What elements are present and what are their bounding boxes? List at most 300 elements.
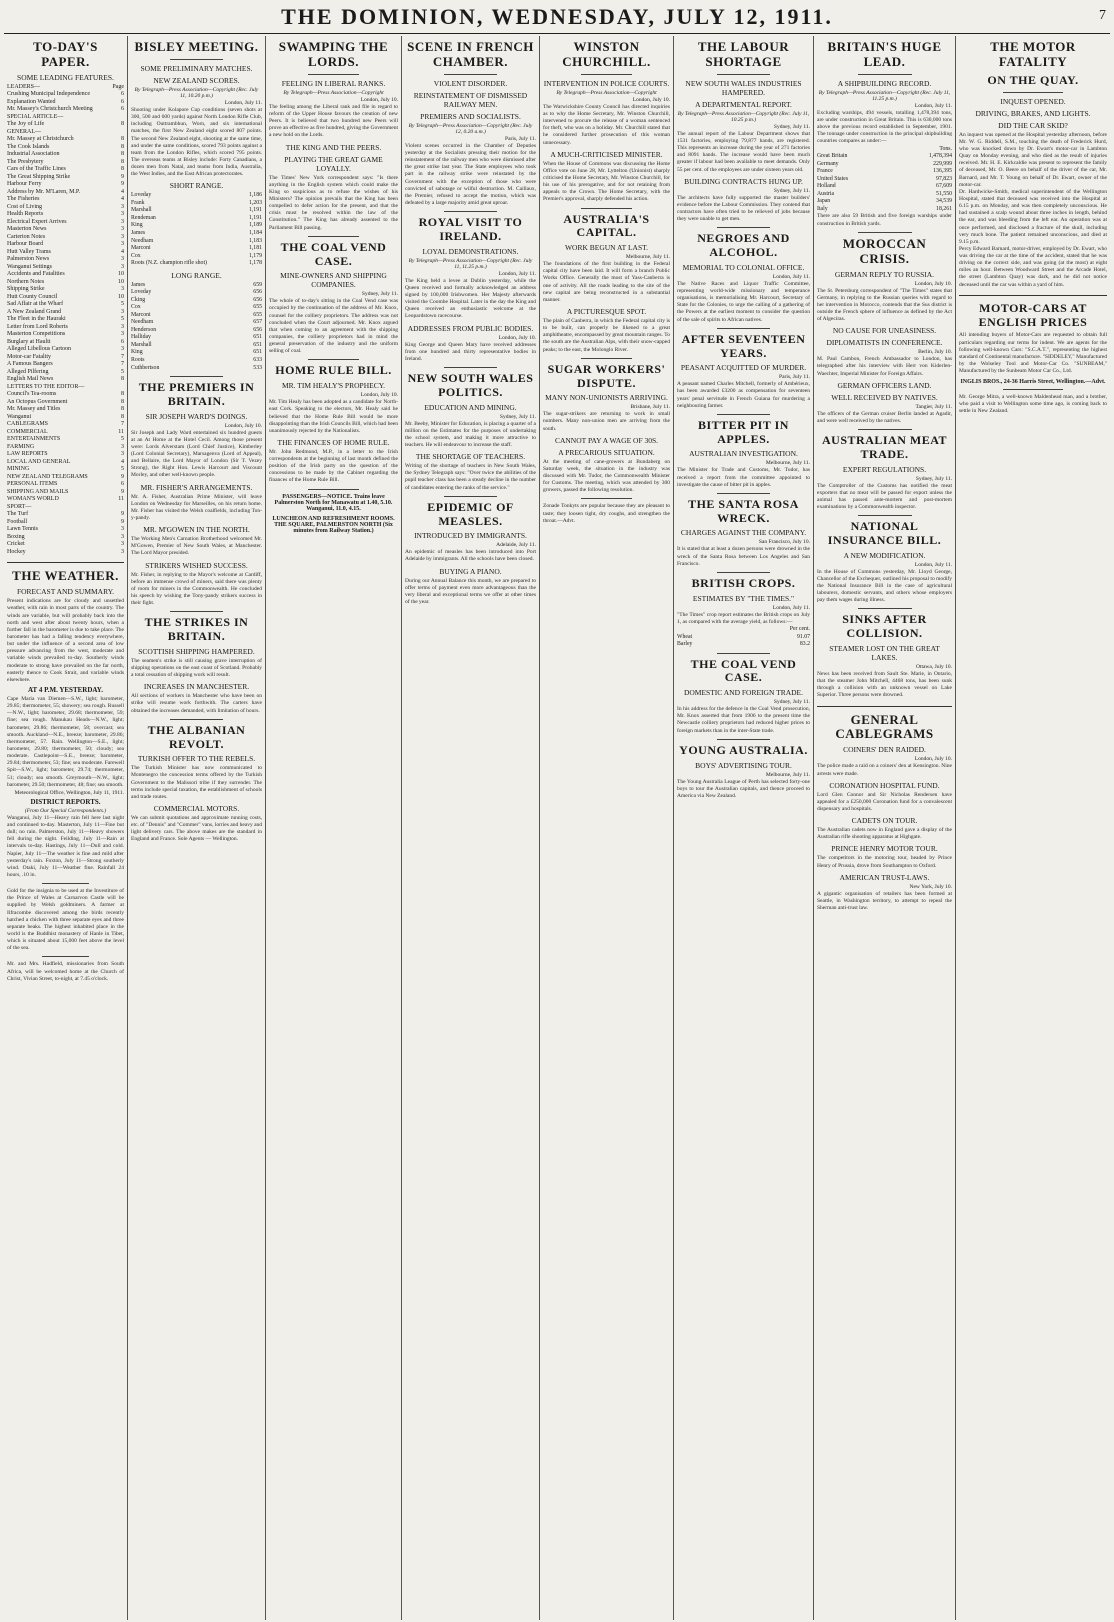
feature-row-value: 7 <box>121 361 124 368</box>
teachers-body: Writing of the shortage of teachers in New South Wales, the Sydney Telegraph says: "Over twice the abilities of the pupil teacher class has been a steady decline in the number of candidates entering the ranks of the service." <box>405 463 536 491</box>
mitra-note: Mr. George Mitra, a well-known Maldenhead man, and a brother, who paid a visit to Wellington some time ago, is coming back to settle in New Zealand. <box>959 394 1107 415</box>
churchill-heading: WINSTON CHURCHILL. <box>562 39 651 69</box>
bisley-place: London, July 11. <box>224 99 262 106</box>
uneasiness-title: NO CAUSE FOR UNEASINESS. <box>832 326 937 336</box>
motor-fatality-heading-2: ON THE QUAY. <box>987 72 1079 87</box>
divider <box>42 883 89 884</box>
inglis-advert: INGLIS BROS., 24-36 Harris Street, Wellington.—Advt. <box>960 379 1106 386</box>
collision-place: Ottawa, July 10. <box>915 663 952 670</box>
wage-body: At the meeting of cane-growers at Bundaberg on Saturday week, the situation in the industry was discussed with Mr. Tudor, the Commonwealth Minister for Customs. The meeting, which was attended by 300 growers, passed the following resolution. <box>543 458 670 494</box>
divider <box>717 493 770 494</box>
meat-sub: EXPERT REGULATIONS. <box>842 464 927 474</box>
feature-row-value: 3 <box>121 541 124 548</box>
premiers-place: London, July 10. <box>224 422 262 429</box>
feature-row-label: Electrical Expert Arrives <box>7 218 67 225</box>
feature-row-value: 5 <box>121 316 124 323</box>
albanian-body: The Turkish Minister has now communicated to Montenegro the concession terms offered by the Turkish Government to the Malissori tribe if they surrender. The terms include special taxation, the establishment of schools and trade routes. <box>131 765 262 800</box>
measles-heading: EPIDEMIC OF MEASLES. <box>427 499 514 528</box>
long-range-row-value: 533 <box>253 364 262 371</box>
page-number: 7 <box>1099 8 1106 23</box>
divider <box>858 515 912 516</box>
feature-row-label: Shipping Strike <box>7 286 45 293</box>
district-sub: (From Our Special Correspondents.) <box>24 807 107 814</box>
insurance-body: In the House of Commons yesterday, Mr. Lloyd George, Chancellor of the Exchequer, outlined his proposal to modify the National Insurance Bill in the case of agricultural labourers, domestic servants, and others whose employers pay them wages during illness. <box>817 568 952 604</box>
feature-row-label: Letter from Lord Roberts <box>7 323 68 330</box>
insurance-sub: A NEW MODIFICATION. <box>843 550 926 560</box>
feature-row-label: Masterton Competitions <box>7 331 66 338</box>
feature-row <box>7 496 124 504</box>
short-range-row <box>131 207 262 215</box>
feature-row-value: 8 <box>121 166 124 173</box>
rosa-body: It is stated that at least a dozen persons were drowned in the wreck of the Santa Rosa between Los Angeles and San Francisco. <box>677 546 810 567</box>
king-title: THE KING AND THE PEERS. <box>285 142 382 152</box>
home-rule-body: Mr. Tim Healy has been adopted as a candidate for North-east Cork. Speaking to the electors, Mr. Healy said he believed that the Home Rule Bill would be more disappointing than the Irish Councils Bill, which had been unanimously rejected by the Nationalists. <box>269 399 398 434</box>
short-range-row-value: 1,191 <box>248 214 262 221</box>
fisher-title: MR. FISHER'S ARRANGEMENTS. <box>140 482 253 492</box>
feature-row <box>7 474 124 482</box>
australia-capital-heading: AUSTRALIA'S CAPITAL. <box>563 211 650 240</box>
short-range-title: SHORT RANGE. <box>169 181 224 191</box>
feature-row-value: 3 <box>121 263 124 270</box>
ship-tonnage-row <box>817 161 952 169</box>
moroccan-heading: MOROCCAN CRISIS. <box>842 235 927 266</box>
australia-body: The foundations of the first building in the Federal capital city have been laid. It will form a branch Public Works Office. Generally the most of Yass-Canberra is one of activity. All the roads leading to the site of the new capital are being reconstructed in a substantial manner. <box>543 261 670 303</box>
short-range-row-label: Marshall <box>131 207 152 214</box>
feature-row-label: The Great Shipping Strike <box>7 173 71 180</box>
negroes-heading: NEGROES AND ALCOHOL. <box>697 231 790 260</box>
building-body: The architects have fully supported the master builders' evidence before the Labour Commission. They contend that contractors have often tried to be relieved of jobs because they were unable to get men. <box>677 194 810 223</box>
feature-row-value: 8 <box>121 391 124 398</box>
ship-tonnage-row <box>817 176 952 184</box>
feature-row <box>7 189 124 197</box>
tonkyts-advert: Zonade Tonkyts are popular because they are pleasant to taste; they loosen tight, dry coughs, and strengthen the throat.—Advt. <box>543 503 670 524</box>
churchill-place: London, July 10. <box>632 96 670 103</box>
divider <box>858 74 912 75</box>
feature-row-value: 3 <box>121 218 124 225</box>
trust-body: A gigantic organisation of retailers has been formed at Seattle, in Washington territory, to attempt to repeal the Sherman anti-trust law. <box>817 890 952 911</box>
negroes-body: The Native Races and Liquor Traffic Committee, representing world-wide missionary and temperance organisations, is memorialising Mr. Harcourt, Secretary of State for the Colonies, to urge the calling of a gathering of the Powers at the earliest moment to consider the question of the sale of spirits to African natives. <box>677 280 810 323</box>
feature-row <box>7 346 124 354</box>
ship-tonnage-row-value: 51,550 <box>936 190 952 197</box>
feature-row-value: 6 <box>121 338 124 345</box>
sugar-heading: SUGAR WORKERS' DISPUTE. <box>547 361 666 390</box>
feature-row-value: 3 <box>121 308 124 315</box>
ship-tonnage-row <box>817 168 952 176</box>
feature-row-label: The Fisheries <box>7 196 40 203</box>
feature-row-label: CABLEGRAMS <box>7 421 49 428</box>
crop-row-value: 83.2 <box>799 641 810 648</box>
ship-tonnage-row-label: Italy <box>817 205 828 212</box>
misc-body: Gold for the insignia to be used at the Investiture of the Prince of Wales at Carnarvon Castle will be supplied by Welsh goldminers. A farmer at Ilfracombe discovered among the birds recently hatched a chicken with three separate eyes and three separate beaks. The highest inhabited place in the world is the Buddhist monastery of Hanle in Tibet, which is situated about 15,000 feet above the level of the sea. <box>7 888 124 952</box>
weather-sub: FORECAST AND SUMMARY. <box>16 587 115 597</box>
met-office: Meteorological Office, Wellington, July 11, 1911. <box>14 789 124 796</box>
morocco-body: The St. Petersburg correspondent of "The Times" states that Germany, in replying to the Russian queries with regard to her intervention in Morocco, contends that the Sus district is outside the French sphere of influence as defined by the Act of Algeciras. <box>817 287 952 323</box>
minister-title: A MUCH-CRITICISED MINISTER. <box>550 149 663 159</box>
sugar-sub: MANY NON-UNIONISTS ARRIVING. <box>545 393 668 403</box>
inquest-body-2: Dr. Hardwicke-Smith, medical superintendent of the Wellington Hospital, stated that deceased was received into the Hospital at 6.15 p.m. on Monday, and was then completely unconscious. He had sustained a scalp wound about three inches in length, behind the ear, and was bleeding from the left ear. An operation was at once performed, and disclosed a fracture of the skull, including very much bone. The patient remained unconscious, and died at 9.15 p.m. <box>959 188 1107 245</box>
feature-row-value: 8 <box>121 151 124 158</box>
feature-row-value: 10 <box>118 293 124 300</box>
divider <box>444 367 496 368</box>
premiers-sub: SIR JOSEPH WARD'S DOINGS. <box>145 411 248 421</box>
short-range-row-value: 1,189 <box>248 222 262 229</box>
ship-tonnage-row-label: Holland <box>817 183 836 190</box>
french-sub-3: PREMIERS AND SOCIALISTS. <box>420 111 521 121</box>
bitter-pit-heading: BITTER PIT IN APPLES. <box>698 417 789 446</box>
observations-body: Cape Maria van Diemen—S.W., light; barometer, 29.85; thermometer, 55; showery; sea rough. Russell—N.W., light; barometer, 29.68; thermometer, 59; fine; sea rough. Manukau Heads—N.W., light; barometer, 29.86; thermometer, 58; overcast; sea smooth. Auckland—N.E., breeze; barometer, 29.86; thermometer, 57. Rain. Wellington—S.E., light; barometer, 29.80; thermometer, 50; cloudy; sea moderate. Castlepoint—S.E., breeze; barometer, 29.84; thermometer, 53; fine; sea moderate. Farewell Spit—S.W., light; barometer, 29.74; thermometer, 51; cloudy; sea smooth. Greymouth—N.W., light; barometer, 29.50; thermometer, 48; fine; sea smooth. <box>7 696 124 788</box>
short-range-row <box>131 192 262 200</box>
feature-row-label: Wanganui <box>7 413 32 420</box>
manchester-body: All sections of workers in Manchester who have been on strike will resume work forthwith. The carters have obtained the increases demanded, with limitation of hours. <box>131 693 262 714</box>
feature-row-value: 4 <box>121 188 124 195</box>
feature-row-label: WOMAN'S WORLD <box>7 496 59 503</box>
divider <box>7 562 124 563</box>
piano-body: During our Annual Balance this month, we are prepared to offer terms of payment even more advantageous than the very liberal and exceptional terms we offer at other times of the year. <box>405 577 536 606</box>
column-7 <box>814 36 956 1620</box>
long-range-title: LONG RANGE. <box>171 270 222 280</box>
mcgowen-title: MR. M'GOWEN IN THE NORTH. <box>143 525 250 535</box>
royal-visit-heading: ROYAL VISIT TO IRELAND. <box>418 215 523 243</box>
long-range-row-label: Needham <box>131 319 154 326</box>
feature-row <box>7 361 124 369</box>
vend-place: Sydney, July 11. <box>361 291 398 298</box>
feature-row-label: LEADERS— <box>7 83 40 90</box>
feature-row <box>7 271 124 279</box>
feature-row <box>7 129 124 137</box>
spot-body: The plain of Canberra, in which the Federal capital city is to be built, can properly be likened to a great amphitheatre, encompassed by great mountain ranges. To the south are the Australian Alps, with their snow-capped peaks; to the east, the Molonglo River. <box>543 318 670 353</box>
feature-row <box>7 354 124 362</box>
officers-body: The officers of the German cruiser Berlin landed at Agadir, and were well received by the natives. <box>817 410 952 424</box>
long-range-row-label: Marshall <box>131 341 152 348</box>
feature-row-value: 7 <box>121 421 124 428</box>
feature-row <box>7 376 124 384</box>
cadets-body: The Australian cadets now in England gave a display of the Australian rifle shooting apparatus at Highgate. <box>817 827 952 841</box>
long-range-row <box>131 282 262 290</box>
feature-row-value: 3 <box>121 533 124 540</box>
feature-row-label: Explanation Wanted <box>7 98 56 105</box>
crops-body: "The Times" crop report estimates the British crops on July 1, as compared with the average yield, as follows:— <box>677 611 810 625</box>
cadets-sub: CADETS ON TOUR. <box>851 816 918 826</box>
divider <box>308 359 360 360</box>
feature-row <box>7 421 124 429</box>
insurance-heading: NATIONAL INSURANCE BILL. <box>827 519 942 547</box>
sugar-place: Brisbane, July 11. <box>630 404 670 411</box>
long-range-row <box>131 334 262 342</box>
long-range-row <box>131 312 262 320</box>
feature-row-label: Carterton Notes <box>7 233 46 240</box>
feature-row-value: 5 <box>121 301 124 308</box>
feature-row-value: 7 <box>121 353 124 360</box>
negroes-place: London, July 11. <box>772 273 810 280</box>
feature-row-label: MINING <box>7 466 30 473</box>
masthead-rule <box>4 33 1110 34</box>
feature-row-label: A New Zealand Grand <box>7 308 62 315</box>
short-range-row <box>131 230 262 238</box>
feature-row-value: 9 <box>121 173 124 180</box>
feature-row-value: 8 <box>121 143 124 150</box>
feature-row-label: Cricket <box>7 541 25 548</box>
short-range-row-label: Roots (N.Z. champion rifle shot) <box>131 260 207 267</box>
ship-tonnage-row-value: 67,609 <box>936 183 952 190</box>
feature-row-label: Mr. Massey and Titles <box>7 406 61 413</box>
home-rule-sub: MR. TIM HEALY'S PROPHECY. <box>281 381 386 391</box>
feature-row-label: The Fleet in the Hauraki <box>7 316 66 323</box>
royal-sub: LOYAL DEMONSTRATIONS. <box>422 246 519 256</box>
divider <box>308 489 360 490</box>
french-chamber-heading: SCENE IN FRENCH CHAMBER. <box>407 39 534 69</box>
churchill-sub: INTERVENTION IN POLICE COURTS. <box>543 78 670 88</box>
long-range-row-label: Henderson <box>131 326 157 333</box>
column-8 <box>956 36 1110 1620</box>
feature-row <box>7 316 124 324</box>
bitter-body: The Minister for Trade and Customs, Mr. Tudor, has received a report from the committee appointed to investigate the cause of bitter pit in apples. <box>677 467 810 488</box>
divider <box>1003 92 1062 93</box>
feature-row-value: 3 <box>121 451 124 458</box>
labour-sub: NEW SOUTH WALES INDUSTRIES HAMPERED. <box>685 78 802 97</box>
nsw-sub: EDUCATION AND MINING. <box>424 402 517 412</box>
swamping-ptd: By Telegraph—Press Association—Copyright <box>283 89 384 96</box>
long-range-row-label: Marconi <box>131 311 151 318</box>
labour-ptd: By Telegraph—Press Association—Copyright (Rec. July 11, 10.25 p.m.) <box>677 110 810 123</box>
feature-row-value: 6 <box>121 91 124 98</box>
long-range-row <box>131 349 262 357</box>
feature-row-value: 9 <box>121 488 124 495</box>
feature-row-value: 3 <box>121 211 124 218</box>
strikers-title: STRIKERS WISHED SUCCESS. <box>145 560 248 570</box>
shipbuilding-sub: A SHIPBUILDING RECORD. <box>837 78 932 88</box>
swamping-sub: FEELING IN LIBERAL RANKS. <box>281 78 386 88</box>
feature-row-label: Harbour Board <box>7 241 44 248</box>
feature-row-label: The Cook Islands <box>7 143 50 150</box>
nsw-politics-heading: NEW SOUTH WALES POLITICS. <box>407 371 534 399</box>
feature-row-label: COMMERCIAL <box>7 428 48 435</box>
teachers-title: THE SHORTAGE OF TEACHERS. <box>415 452 526 462</box>
french-body: Violent scenes occurred in the Chamber of Deputies yesterday at the Socialists pressing their motion for the reinstatement of the railway men who were dismissed after the great strike last year. The State employees who took part in the railway strike were reinstated by the Government with the exception of those who were convicted of sabotage or wilful destruction. M. Caillaux, the Premier, refused to accept the motion, which was defeated by a large majority amid great uproar. <box>405 142 536 206</box>
feature-row-value: 3 <box>121 241 124 248</box>
divider <box>444 496 496 497</box>
seventeen-place: Paris, July 11. <box>779 374 810 381</box>
bitter-place: Melbourne, July 11. <box>765 460 810 467</box>
feature-row-label: The Presbytery <box>7 158 44 165</box>
albanian-sub: TURKISH OFFER TO THE REBELS. <box>137 754 256 764</box>
feature-row-label: SPECIAL ARTICLE— <box>7 113 64 120</box>
feature-row-value: 8 <box>121 413 124 420</box>
feature-row-label: LOCAL AND GENERAL <box>7 458 71 465</box>
general-cablegrams-heading: GENERAL CABLEGRAMS <box>835 711 934 742</box>
collision-heading: SINKS AFTER COLLISION. <box>842 612 927 641</box>
long-range-row-value: 659 <box>253 281 262 288</box>
feature-row-label: Health Reports <box>7 211 44 218</box>
short-range-row-value: 1,181 <box>248 245 262 252</box>
divider <box>717 572 770 573</box>
ship-tonnage-row-value: 34,539 <box>936 198 952 205</box>
wage-title: CANNOT PAY A WAGE OF 30S. <box>554 435 659 445</box>
district-title: DISTRICT REPORTS. <box>30 797 101 806</box>
strikes-body: The seamen's strike is still causing grave interruption of shipping operations on the east coast of Scotland. Probably a total cessation of shipping work will result. <box>131 657 262 679</box>
divider <box>308 74 360 75</box>
feature-row-label: Boxing <box>7 533 25 540</box>
coiners-sub: COINERS' DEN RAIDED. <box>843 745 926 755</box>
feature-row-value: 9 <box>121 518 124 525</box>
divider <box>581 498 632 499</box>
officers-title: GERMAN OFFICERS LAND. <box>837 380 932 390</box>
feature-row-label: Council's Tea-rooms <box>7 391 57 398</box>
feature-row-value: 8 <box>121 136 124 143</box>
ship-tonnage-row-value: 97,823 <box>936 175 952 182</box>
coal-vend-2-heading: THE COAL VEND CASE. <box>690 656 797 685</box>
collision-body: News has been received from Sault Ste. Marie, in Ontario, that the steamer John Mitchell, 4468 tons, has been sunk through a collision with an unknown vessel on Lake Superior. Three persons were drowned. <box>817 670 952 699</box>
feature-row-label: An Octopus Government <box>7 398 68 405</box>
feature-row-value: 8 <box>121 376 124 383</box>
feature-row-label: Sad Affair at the Wharf <box>7 301 64 308</box>
uneasiness-sub: DIPLOMATISTS IN CONFERENCE. <box>826 338 943 348</box>
short-range-row <box>131 200 262 208</box>
feature-row-label: Northern Notes <box>7 278 45 285</box>
feature-row-label: Lawn Tennis <box>7 526 38 533</box>
divider <box>959 295 1107 296</box>
long-range-row <box>131 297 262 305</box>
inquest-body: An inquest was opened at the Hospital yesterday afternoon, before Mr. W. G. Riddell, S.M., touching the death of Frederick Hurd, who was knocked down by Dr. Ewart's motor-car in Lambton Quay on Monday evening, and who died as the result of injuries received. Mr. H. E. Kirkcaldie was present to represent the family of deceased, Mr. O. Beere on behalf of the driver of the car, Mr. Barnard, and Mr. T. Young on behalf of Dr. Ewart, owner of the motor-car. <box>959 131 1107 188</box>
feature-row <box>7 444 124 452</box>
shipbuilding-ptd: By Telegraph—Press Association—Copyright (Rec. July 11, 11.25 p.m.) <box>818 89 951 102</box>
divider <box>717 653 770 654</box>
todays-paper-heading: TO-DAY'S PAPER. <box>33 39 98 69</box>
short-range-row <box>131 260 262 268</box>
britain-lead-heading: BRITAIN'S HUGE LEAD. <box>827 39 942 69</box>
short-range-row-label: Needham <box>131 237 154 244</box>
short-range-row-value: 1,184 <box>248 230 262 236</box>
feature-row-value: 3 <box>121 331 124 338</box>
strikes-heading: THE STRIKES IN BRITAIN. <box>144 615 249 644</box>
feature-row-label: A Famous Bangers <box>7 361 53 368</box>
british-crops-heading: BRITISH CROPS. <box>691 575 796 590</box>
feature-row <box>7 549 124 557</box>
feature-row-value: 9 <box>121 473 124 480</box>
crops-header-unit: Per cent. <box>789 625 810 632</box>
vend-heading: THE COAL VEND CASE. <box>280 239 387 268</box>
feature-row <box>7 414 124 422</box>
features-list <box>7 84 124 557</box>
divider <box>717 74 770 75</box>
feature-row <box>7 339 124 347</box>
feature-row-value: 5 <box>121 368 124 375</box>
feature-row-value: 11 <box>118 496 124 503</box>
swamping-body: The feeling among the Liberal rank and file in regard to reform of the Upper House favours the creation of new Peers. It is believed that two hundred new Peers will prove an effective as five hundred, giving the Government a new hold on the Lords. <box>269 103 398 139</box>
long-range-row-value: 651 <box>253 334 262 341</box>
motor-fatality-heading: THE MOTOR FATALITY <box>990 39 1076 69</box>
nsw-place: Sydney, July 11. <box>499 413 536 420</box>
rosa-sub: CHARGES AGAINST THE COMPANY. <box>680 528 807 538</box>
feature-row <box>7 436 124 444</box>
long-range-row-value: 655 <box>253 311 262 318</box>
short-range-row <box>131 215 262 223</box>
divider <box>581 358 632 359</box>
page-columns <box>4 36 1110 1620</box>
feature-row <box>7 526 124 534</box>
feature-row <box>7 324 124 332</box>
crop-row-label: Barley <box>677 641 693 648</box>
feature-row <box>7 256 124 264</box>
feature-row <box>7 151 124 159</box>
motor-prices-body: All intending buyers of Motor-Cars are requested to obtain full particulars regarding our terms for indent. We are agents for the following well-known Cars: "S.C.A.T.", representing the highest standard of Continental manufacture. "SIDDELEY," Manufactured by the Wolseley Tool and Motor-Car Co. "SUNBEAM," Manufactured by the Sunbeam Motor Car Co., Ltd. <box>959 332 1107 375</box>
feature-row-value: 3 <box>121 443 124 450</box>
feature-row-value: 3 <box>121 233 124 240</box>
mcgowen-body: The Working Men's Carnation Brotherhood welcomed Mr. M'Gowen, Premier of New South Wales, at Manchester. The Lord Mayor presided. <box>131 536 262 557</box>
short-range-row-label: Marconi <box>131 245 151 252</box>
meat-place: Sydney, July 11. <box>915 475 952 482</box>
australia-place: Melbourne, July 11. <box>625 254 670 261</box>
feature-row-label: FARMING <box>7 443 35 450</box>
long-range-row <box>131 319 262 327</box>
measles-sub: INTRODUCED BY IMMIGRANTS. <box>414 531 527 541</box>
long-range-row-label: Cox <box>131 304 141 311</box>
column-4 <box>402 36 540 1620</box>
ships-header <box>817 146 952 154</box>
inquest-sub: INQUEST OPENED. <box>1000 96 1066 106</box>
feature-row-label: English Mail News <box>7 376 54 383</box>
crop-row <box>677 641 810 649</box>
divider <box>444 211 496 212</box>
royal-place: London, July 11. <box>498 270 536 277</box>
column-6 <box>674 36 814 1620</box>
feature-row-label: Palmerston News <box>7 256 50 263</box>
feature-row-label: Mr. Massey's Christchurch Meeting <box>7 106 93 113</box>
feature-row-value: Page <box>112 83 124 90</box>
feature-row <box>7 249 124 257</box>
long-range-row-value: 656 <box>253 296 262 303</box>
commercial-body: We can submit quotations and approximate running costs, etc. of "Dennis" and "Commer" vans, lorries and heavy and light delivery cars. The above makes are the standard in England and France. Sole Agents — Wellington. <box>131 815 263 843</box>
long-range-row-value: 656 <box>253 289 262 296</box>
feature-row <box>7 331 124 339</box>
feature-row-label: The Joy of Life <box>7 121 45 128</box>
vend2-body: In his address for the defence in the Coal Vend prosecution, Mr. Knox asserted that from 1906 to the present time the Newcastle colliery proprietors had reduced higher prices to foreign markets than in the inter-State trade. <box>677 706 810 734</box>
feature-row <box>7 451 124 459</box>
churchill-body: The Warwickshire County Council has directed inquiries as to why the Home Secretary, Mr. Winston Churchill, intervened to procure the release of a woman sentenced for theft, who was on a holiday. Mr. Churchill stated that he considered further prosecution of this woman unnecessary. <box>543 103 670 146</box>
feature-row <box>7 99 124 107</box>
feature-row-value: 4 <box>121 458 124 465</box>
king-body: The Times' New York correspondent says: "Is there anything in the English system which could make the King so suspicious as to refuse the wishes of his Ministers? The opinion prevails that the King has been compelled to defer action for the present, and that the crisis must be resolved within the law of the Constitution." The King has already assented to the Parliament Bill passing. <box>269 174 398 231</box>
trust-sub: AMERICAN TRUST-LAWS. <box>839 872 930 882</box>
column-5 <box>540 36 674 1620</box>
feature-row-value: 6 <box>121 106 124 113</box>
ship-tonnage-row-label: Austria <box>817 190 835 197</box>
commercial-title: COMMERCIAL MOTORS. <box>153 804 240 814</box>
divider <box>717 414 770 415</box>
feature-row <box>7 534 124 542</box>
long-range-row <box>131 342 262 350</box>
divider <box>581 208 632 209</box>
divider <box>170 376 222 377</box>
vend-body: The whole of to-day's sitting in the Coal Vend case was occupied by the continuation of the address of Mr. Knox, counsel for the colliery proprietors. The address was not concluded when the Court adjourned. Mr. Knox argued that when coming to an agreement with the shipping companies, the colliery proprietors had in mind the general preservation of the industry and the uniform selling of coal. <box>269 298 398 355</box>
feature-row-value: 8 <box>121 121 124 128</box>
short-range-row-value: 1,186 <box>248 192 262 199</box>
feature-row-value: 9 <box>121 181 124 188</box>
nsw-body: Mr. Beeby, Minister for Education, is placing a quarter of a million on the Estimates for the purposes of undertaking the school system, and making it more attractive to teachers. He will endeavour to increase the staff. <box>405 420 536 449</box>
divider <box>717 227 770 228</box>
feature-row <box>7 234 124 242</box>
long-range-table <box>131 282 262 372</box>
feature-row <box>7 196 124 204</box>
feature-row-label: Alleged Libellous Cartoon <box>7 346 71 353</box>
feature-row <box>7 399 124 407</box>
premiers-body: Sir Joseph and Lady Ward entertained six hundred guests at an At Home at the Hotel Cecil. Among those present were: Lords Alverstam (Lord Chief Justice), Kimberley (Lord Colonial Secretary), Marsagenva (Lord of Appeal), and Bellaire, the Lord Mayor of London (Sir T. Vezey Strong), the Right Hon. Lewis Harcourt and Viscount Morley, and other well-known people. <box>131 429 262 479</box>
feature-row-value: 8 <box>121 158 124 165</box>
feature-row-value: 4 <box>121 248 124 255</box>
feature-row <box>7 459 124 467</box>
swamping-heading: SWAMPING THE LORDS. <box>278 39 389 69</box>
short-range-row <box>131 238 262 246</box>
shipbuilding-place: London, July 11. <box>914 102 952 109</box>
